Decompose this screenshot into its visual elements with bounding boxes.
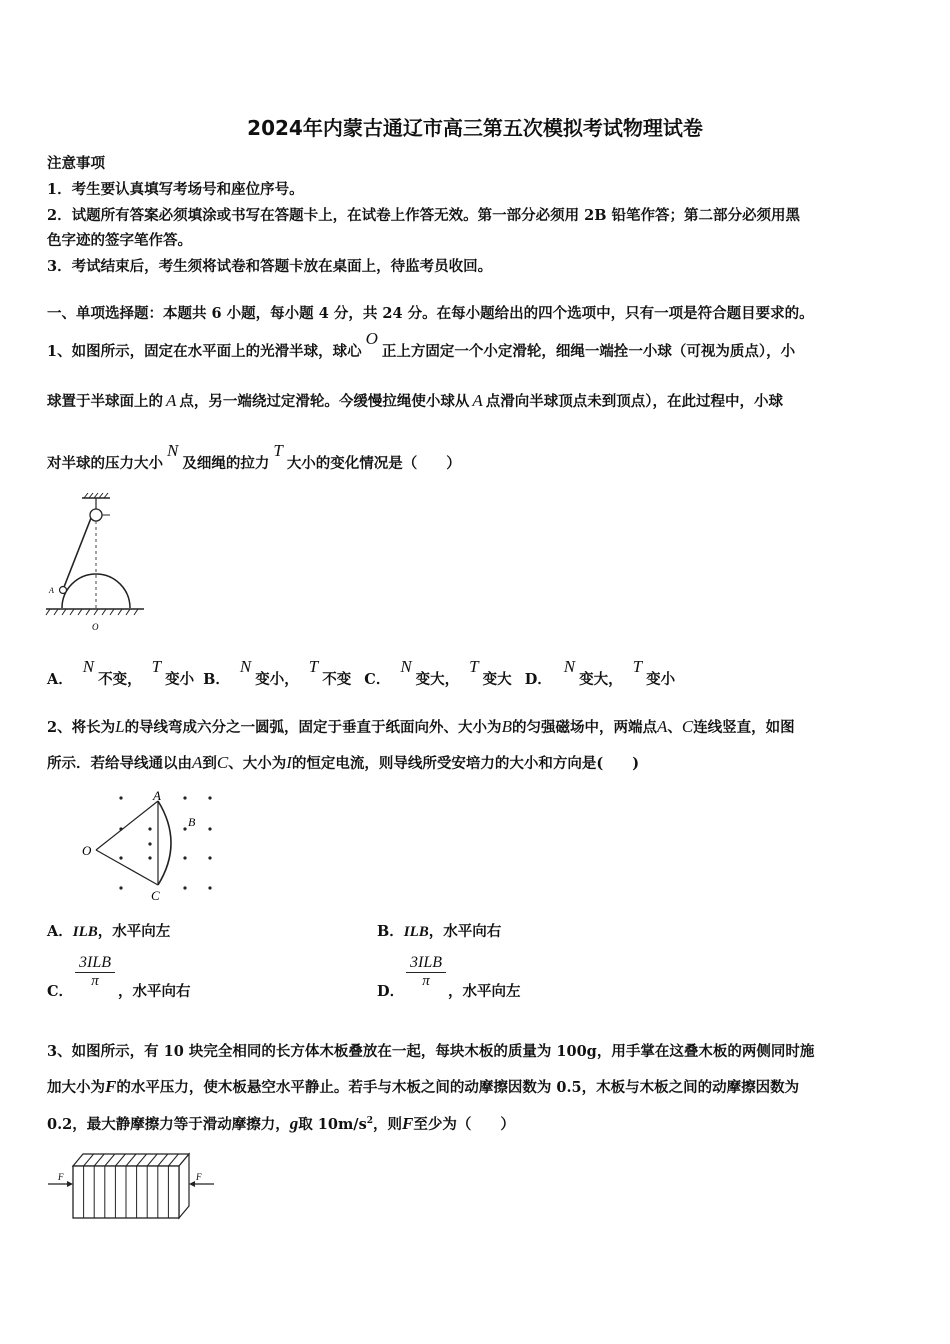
radius-oc: [96, 850, 158, 885]
label-a: A: [49, 586, 54, 595]
q2-option-b[interactable]: B．ILB，水平向右: [377, 923, 502, 940]
label-f-left: F: [58, 1172, 64, 1182]
pulley: [90, 509, 102, 521]
label-c: C: [151, 888, 160, 903]
q2-option-d-direction: ，水平向左: [448, 983, 521, 1000]
q1-line3: 对半球的压力大小N及细绳的拉力T大小的变化情况是（ ）: [47, 441, 461, 472]
q2-option-c-direction: ，水平向右: [118, 983, 191, 1000]
q2-option-c-fraction: 3ILB π: [75, 954, 115, 990]
q2-option-a[interactable]: A．ILB，水平向左: [47, 923, 171, 940]
label-o: O: [92, 622, 99, 632]
section-heading: 一、单项选择题：本题共 6 小题，每小题 4 分，共 24 分。在每小题给出的四个选项中，只有一项是符合题目要求的。: [47, 305, 814, 322]
label-b: B: [188, 815, 196, 829]
notice-item: 色字迹的签字笔作答。: [47, 232, 192, 249]
q3-stacked-boards-figure: [46, 1148, 216, 1220]
q1-option-a[interactable]: A．N不变，T变小: [47, 657, 195, 688]
notice-item: 1．考生要认真填写考场号和座位序号。: [47, 181, 304, 198]
q1-option-d[interactable]: D．N变大，T变小: [524, 657, 676, 688]
q1-option-c[interactable]: C．N变大，T变大: [364, 657, 512, 688]
q1-hemisphere-pulley-figure: [44, 490, 148, 635]
notice-heading: 注意事项: [47, 155, 105, 172]
q1-options: [47, 657, 676, 689]
radius-oa: [96, 801, 158, 850]
q1-line1: 1、如图所示，固定在水平面上的光滑半球，球心O正上方固定一个小定滑轮，细绳一端拴一小球（可视为质点），小: [47, 329, 796, 360]
q3-line3: 0.2，最大静摩擦力等于滑动摩擦力，g取 $10m/s^2$，则F至少为（ ）: [47, 1114, 515, 1133]
arc-wire: [158, 801, 171, 885]
page-title: 2024年内蒙古通辽市高三第五次模拟考试物理试卷: [247, 116, 703, 140]
ground-hatch: [46, 609, 138, 615]
notice-item: 3．考试结束后，考生须将试卷和答题卡放在桌面上，待监考员收回。: [47, 258, 493, 275]
q2-option-c-label[interactable]: C．: [47, 983, 74, 1000]
field-dots: [119, 796, 211, 889]
q2-option-d-label[interactable]: D．: [377, 983, 405, 1000]
label-a: A: [153, 788, 161, 803]
q2-magnetic-field-arc-figure: [80, 788, 220, 903]
q3-line2: 加大小为F的水平压力，使木板悬空水平静止。若手与木板之间的动摩擦因数为 0.5，木板与木板之间的动摩擦因数为: [47, 1077, 800, 1096]
boards-side-face: [179, 1154, 189, 1218]
label-o: O: [82, 843, 92, 858]
label-f-right: F: [196, 1172, 202, 1182]
q2-option-d-fraction: 3ILB π: [406, 954, 446, 990]
rope: [64, 518, 91, 587]
q1-line2: 球置于半球面上的 A 点，另一端绕过定滑轮。今缓慢拉绳使小球从 A 点滑向半球顶点未到顶点），在此过程中，小球: [47, 391, 784, 410]
q2-line1: 2、将长为L的导线弯成六分之一圆弧，固定于垂直于纸面向外、大小为B的匀强磁场中，两端点A、C连线竖直，如图: [47, 717, 795, 736]
notice-item: 2．试题所有答案必须填涂或书写在答题卡上，在试卷上作答无效。第一部分必须用 2B 铅笔作答；第二部分必须用黑: [47, 207, 801, 224]
q3-line1: 3、如图所示，有 10 块完全相同的长方体木板叠放在一起，每块木板的质量为 100g，用手掌在这叠木板的两侧同时施: [47, 1043, 815, 1060]
q2-line2: 所示．若给导线通以由A到C、大小为I的恒定电流，则导线所受安培力的大小和方向是( ): [47, 753, 640, 772]
q1-option-b[interactable]: B．N变小，T不变: [203, 657, 352, 688]
hemisphere: [62, 574, 130, 608]
ball: [60, 587, 67, 594]
